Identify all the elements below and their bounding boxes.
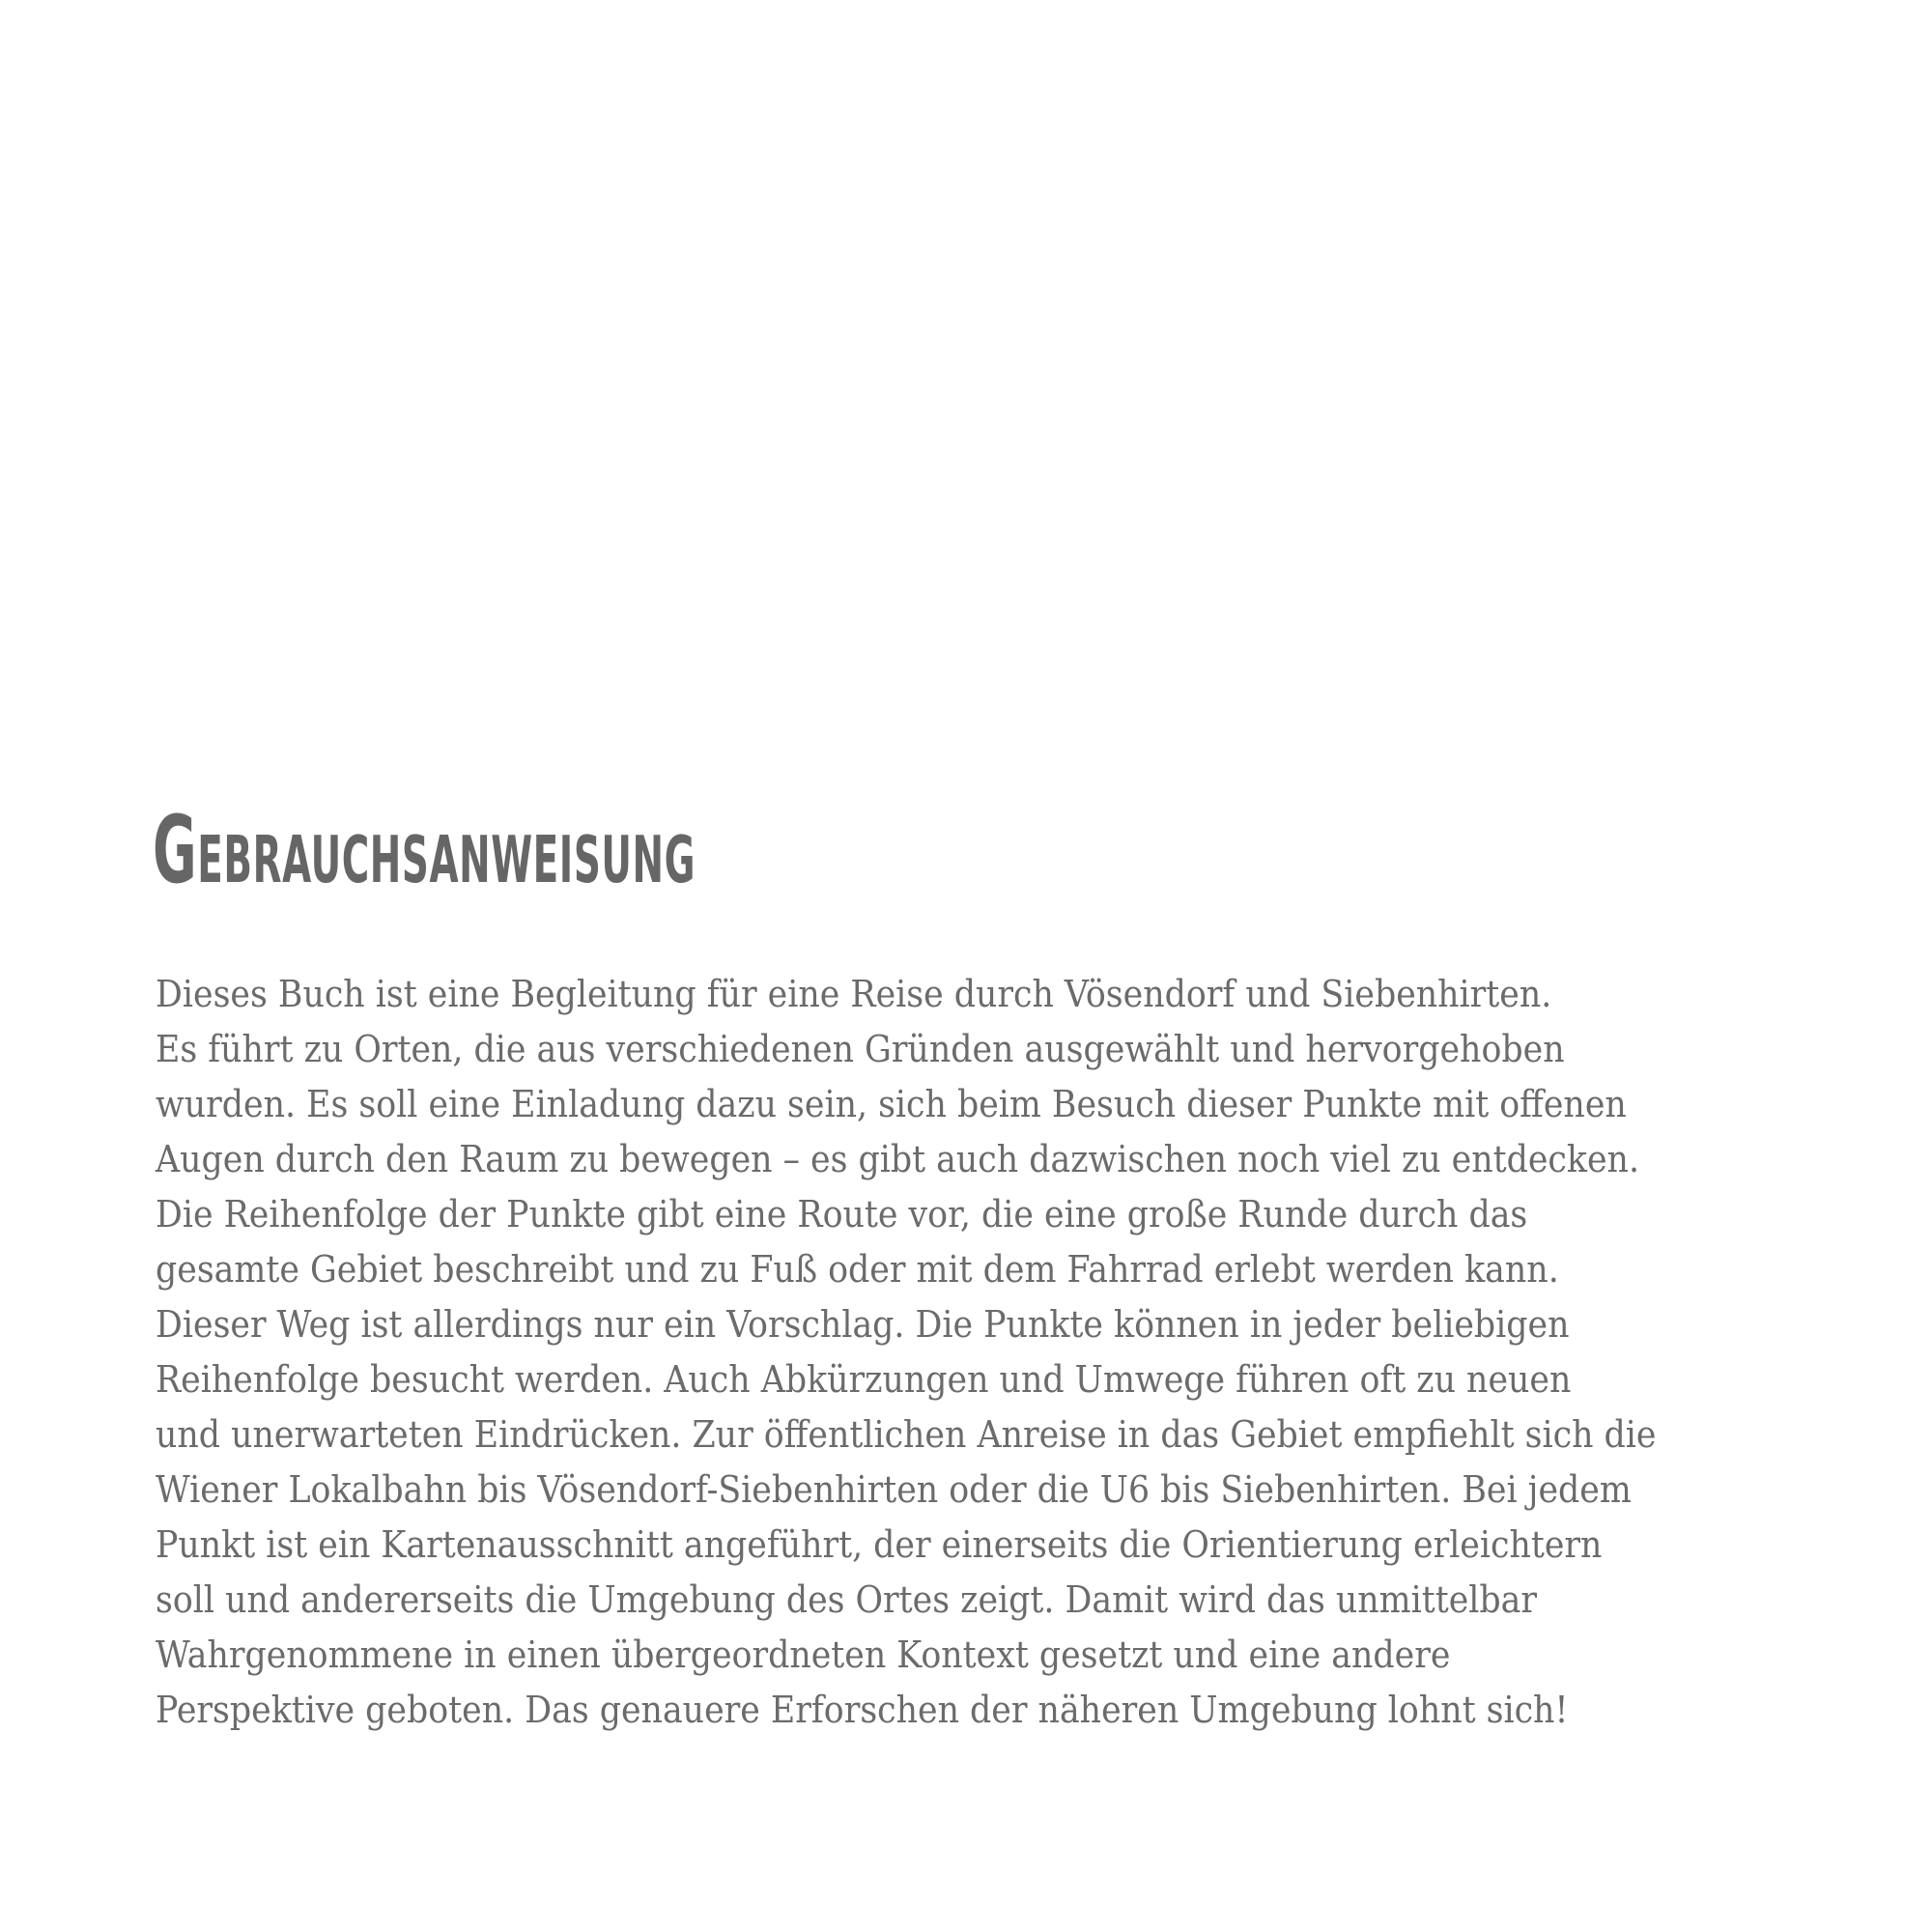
text-line: Dieser Weg ist allerdings nur ein Vorschlag. Die Punkte können in jeder beliebigen [156,1303,1570,1346]
text-line: Wahrgenommene in einen übergeordneten Kontext gesetzt und eine andere [156,1634,1451,1676]
text-line: Es führt zu Orten, die aus verschiedenen Gründen ausgewählt und hervorgehoben [156,1028,1565,1070]
text-line: Wiener Lokalbahn bis Vösendorf-Siebenhirten oder die U6 bis Siebenhirten. Bei jedem [156,1468,1632,1511]
text-line: wurden. Es soll eine Einladung dazu sein, sich beim Besuch dieser Punkte mit offenen [156,1083,1627,1125]
text-line: und unerwarteten Eindrücken. Zur öffentlichen Anreise in das Gebiet empfiehlt sich die [156,1413,1657,1456]
text-line: soll und andererseits die Umgebung des Ortes zeigt. Damit wird das unmittelbar [156,1578,1538,1621]
text-line: Die Reihenfolge der Punkte gibt eine Route vor, die eine große Runde durch das [156,1193,1528,1236]
text-line: Dieses Buch ist eine Begleitung für eine Reise durch Vösendorf und Siebenhirten. [156,973,1552,1015]
text-line: gesamte Gebiet beschreibt und zu Fuß oder mit dem Fahrrad erlebt werden kann. [156,1248,1559,1291]
text-line: Punkt ist ein Kartenausschnitt angeführt, der einerseits die Orientierung erleichtern [156,1523,1603,1566]
text-line: Perspektive geboten. Das genauere Erforschen der näheren Umgebung lohnt sich! [156,1689,1569,1731]
page-title: Gebrauchsanweisung [153,796,696,904]
text-line: Reihenfolge besucht werden. Auch Abkürzungen und Umwege führen oft zu neuen [156,1358,1572,1401]
body-paragraph [156,967,1894,1738]
text-line: Augen durch den Raum zu bewegen – es gibt auch dazwischen noch viel zu entdecken. [156,1138,1639,1180]
